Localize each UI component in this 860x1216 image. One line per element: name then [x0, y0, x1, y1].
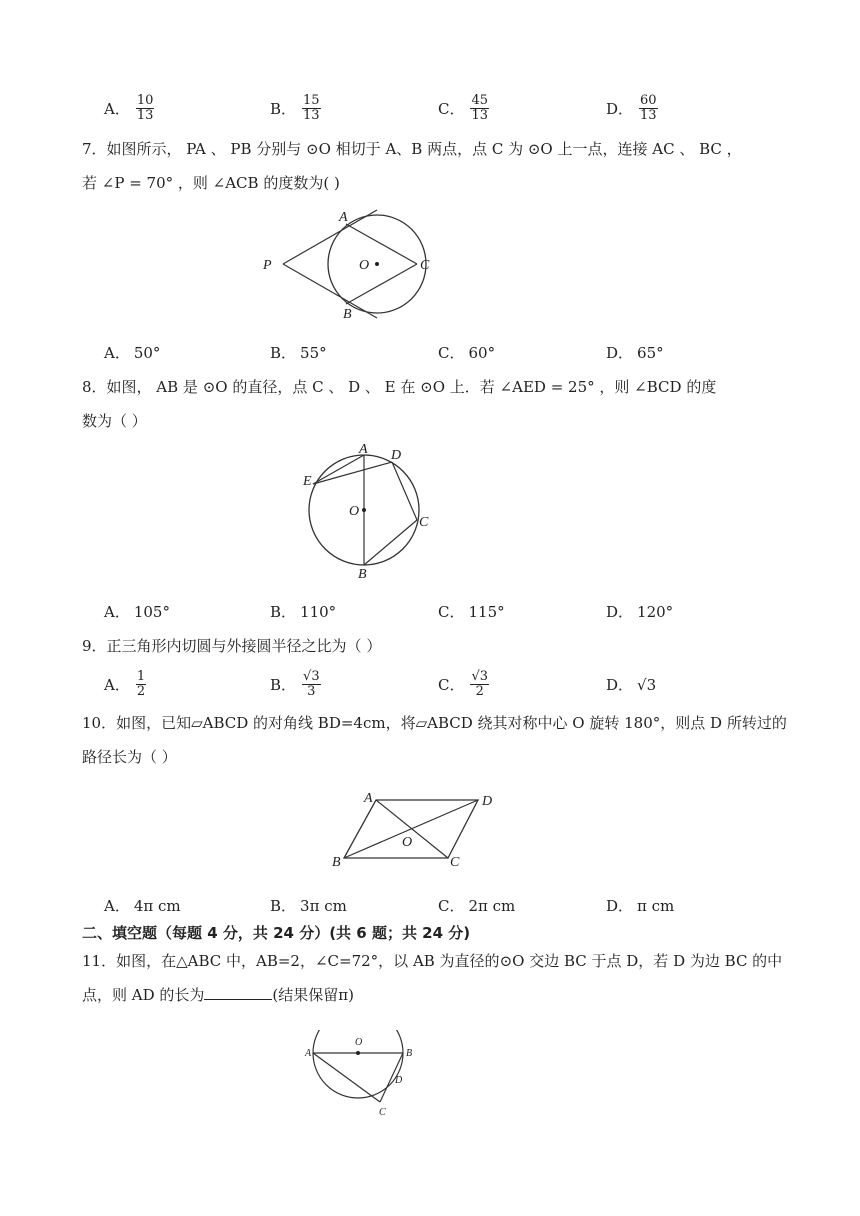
q10-option-d — [606, 895, 674, 916]
option-text: 105° — [133, 602, 170, 621]
q7-figure — [255, 205, 455, 330]
q8-option-c — [438, 601, 505, 622]
option-label: A． — [104, 603, 130, 621]
q9-option-b — [270, 670, 321, 699]
q10-label-d: D — [482, 794, 493, 809]
option-label: C． — [438, 603, 465, 621]
fraction — [302, 94, 321, 123]
fraction — [136, 94, 155, 123]
q10-label-o: O — [402, 835, 413, 850]
q8-figure — [295, 440, 445, 582]
q8-label-d: D — [391, 448, 402, 463]
option-text: 50° — [133, 343, 161, 362]
answer-blank — [204, 999, 272, 1000]
option-label: A． — [104, 676, 130, 694]
q11-stem-line2 — [82, 984, 354, 1005]
option-text: 4π cm — [133, 896, 181, 915]
q7-stem-line1: 7．如图所示， PA 、 PB 分别与 ⊙O 相切于 A、B 两点，点 C 为 ⊙O 上一点，连接 AC 、 BC ， — [82, 140, 742, 158]
option-label: A． — [104, 897, 130, 915]
q7-option-a — [104, 342, 160, 363]
option-label: D． — [606, 344, 634, 362]
q7-chord-ac — [346, 224, 417, 264]
option-text: 65° — [637, 343, 664, 362]
q8-center-dot — [362, 508, 366, 512]
q8-label-b: B — [358, 567, 367, 582]
q10-figure — [328, 788, 508, 870]
denominator: 13 — [471, 108, 489, 123]
q7-option-d — [606, 342, 664, 363]
q9-option-d — [606, 674, 656, 695]
option-text: 2π cm — [468, 896, 516, 915]
option-label: B． — [270, 344, 297, 362]
option-label: B． — [270, 100, 297, 118]
q7-center-dot — [375, 262, 379, 266]
section-heading: 二、填空题（每题 4 分，共 24 分）(共 6 题；共 24 分) — [82, 924, 471, 942]
option-label: D． — [606, 897, 634, 915]
q8-option-a — [104, 601, 170, 622]
option-text: 120° — [637, 602, 674, 621]
q8-option-d — [606, 601, 673, 622]
q10-label-a: A — [364, 791, 373, 806]
q8-chord-ea — [313, 455, 364, 484]
option-text: 55° — [300, 343, 327, 362]
numerator: √3 — [471, 669, 489, 684]
option-text: 3π cm — [300, 896, 347, 915]
q11-figure — [300, 1030, 420, 1118]
q10-stem-line2: 路径长为（ ） — [82, 748, 177, 766]
option-label: A． — [104, 100, 130, 118]
numerator: 10 — [136, 93, 154, 108]
option-label: D． — [606, 603, 634, 621]
q7-label-a: A — [339, 210, 348, 225]
numerator: √3 — [303, 669, 320, 684]
fraction — [302, 670, 321, 699]
q11-text-pre: 点，则 AD 的长为 — [82, 986, 205, 1004]
q8-label-e: E — [303, 474, 312, 489]
q11-label-o: O — [355, 1037, 363, 1048]
q11-label-d: D — [395, 1075, 403, 1086]
q10-stem-line1: 10．如图，已知▱ABCD 的对角线 BD=4cm，将▱ABCD 绕其对称中心 O 旋转 180°，则点 D 所转过的 — [82, 714, 787, 732]
q11-text-post: (结果保留π) — [272, 986, 354, 1004]
denominator: 13 — [640, 108, 657, 123]
q9-option-a — [104, 670, 146, 699]
q6-option-b — [270, 94, 321, 123]
q7-option-c — [438, 342, 495, 363]
q10-option-c — [438, 895, 515, 916]
q8-stem-line2: 数为（ ） — [82, 412, 147, 430]
numerator: 15 — [303, 93, 320, 108]
numerator: 60 — [640, 93, 657, 108]
option-label: C． — [438, 897, 465, 915]
q6-option-c — [438, 94, 489, 123]
option-label: A． — [104, 344, 130, 362]
denominator: 13 — [303, 108, 320, 123]
denominator: 2 — [136, 684, 146, 699]
option-label: B． — [270, 897, 297, 915]
q11-stem-line1: 11．如图，在△ABC 中，AB=2，∠C=72°，以 AB 为直径的⊙O 交边 BC 于点 D，若 D 为边 BC 的中 — [82, 952, 783, 970]
q10-option-b — [270, 895, 347, 916]
q9-stem: 9．正三角形内切圆与外接圆半径之比为（ ） — [82, 637, 382, 655]
q10-label-c: C — [450, 855, 460, 870]
q9-option-c — [438, 670, 489, 699]
q11-label-a: A — [305, 1048, 312, 1059]
q7-label-o: O — [359, 258, 370, 273]
q7-label-b: B — [343, 307, 352, 322]
q8-label-a: A — [359, 442, 368, 457]
option-text: 60° — [468, 343, 496, 362]
q7-tangent-pa — [283, 210, 377, 264]
q8-chord-dc — [392, 462, 417, 520]
numerator: 45 — [471, 93, 489, 108]
q8-label-o: O — [349, 504, 360, 519]
denominator: 3 — [307, 684, 316, 699]
fraction — [639, 94, 658, 123]
q11-label-c: C — [379, 1107, 386, 1118]
option-label: C． — [438, 676, 465, 694]
q10-option-a — [104, 895, 181, 916]
fraction — [470, 94, 489, 123]
fraction — [470, 670, 489, 699]
option-label: C． — [438, 344, 465, 362]
option-text: 115° — [468, 602, 505, 621]
numerator: 1 — [136, 669, 146, 684]
q7-option-b — [270, 342, 327, 363]
fraction — [136, 670, 146, 699]
q7-stem-line2: 若 ∠P = 70° ，则 ∠ACB 的度数为( ) — [82, 174, 340, 192]
denominator: 2 — [475, 684, 484, 699]
q6-option-d — [606, 94, 658, 123]
option-label: C． — [438, 100, 465, 118]
option-label: B． — [270, 676, 297, 694]
denominator: 13 — [136, 108, 154, 123]
q8-label-c: C — [419, 515, 429, 530]
option-label: D． — [606, 676, 634, 694]
option-text: 110° — [300, 602, 337, 621]
q8-stem-line1: 8．如图， AB 是 ⊙O 的直径，点 C 、 D 、 E 在 ⊙O 上．若 ∠AED = 25° ，则 ∠BCD 的度 — [82, 378, 717, 396]
option-label: B． — [270, 603, 297, 621]
q7-label-p: P — [263, 258, 272, 273]
q11-center-dot — [356, 1051, 360, 1055]
q11-side-ac — [313, 1053, 380, 1102]
option-text: π cm — [637, 896, 675, 915]
q11-label-b: B — [406, 1048, 413, 1059]
q10-label-b: B — [332, 855, 341, 870]
option-label: D． — [606, 100, 634, 118]
q8-chord-ed — [313, 462, 392, 484]
q7-label-c: C — [420, 258, 430, 273]
q8-option-b — [270, 601, 336, 622]
q6-option-a — [104, 94, 154, 123]
option-text: √3 — [637, 675, 657, 694]
q7-chord-bc — [346, 264, 417, 304]
